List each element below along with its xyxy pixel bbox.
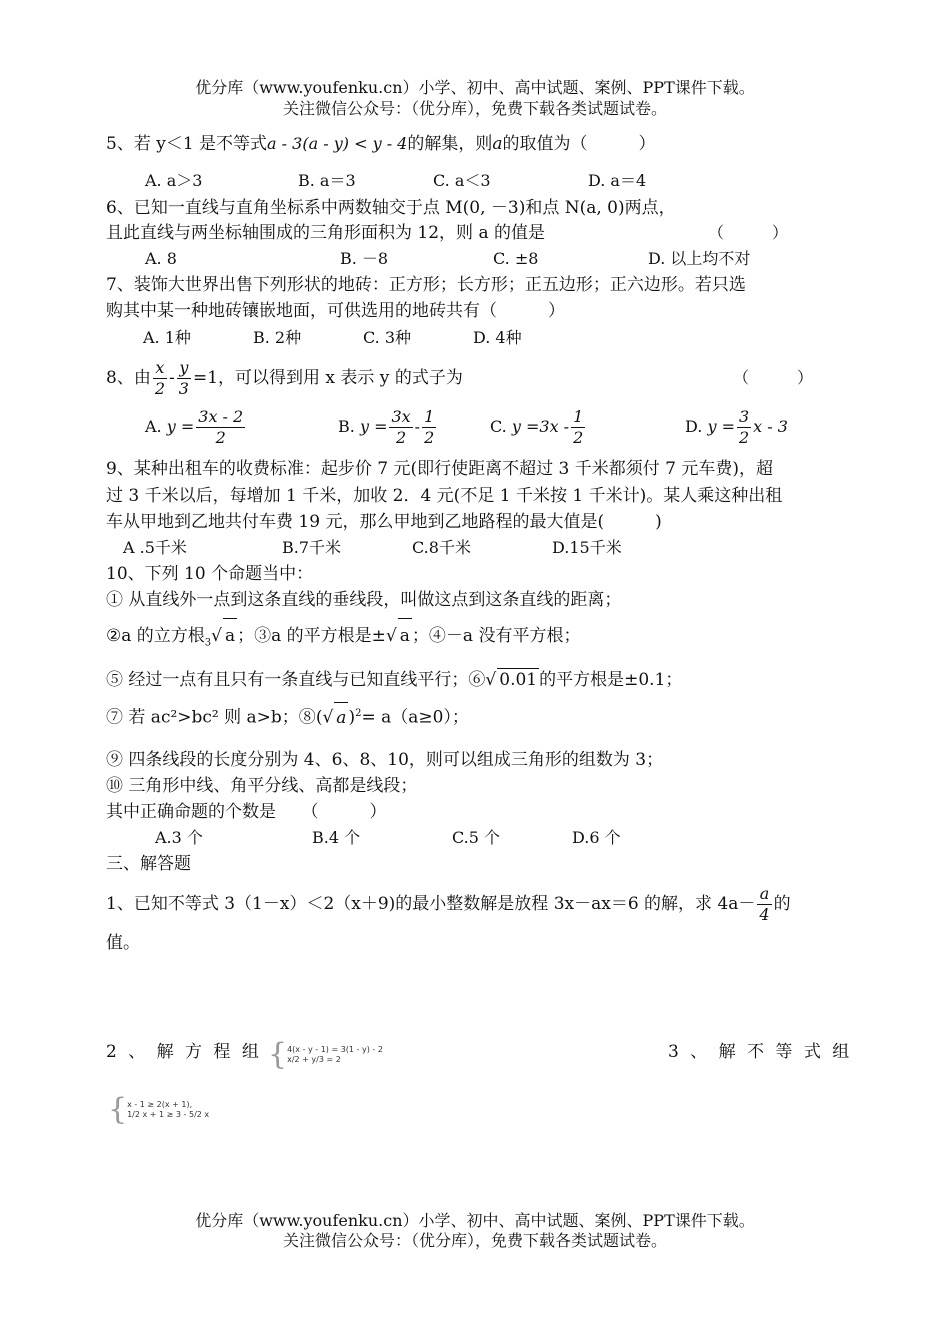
section-3-problem-1-tail: 值。 bbox=[106, 933, 140, 953]
footer-line-2: 关注微信公众号：（优分库），免费下载各类试题试卷。 bbox=[282, 1231, 667, 1250]
q6-option-c: C. ±8 bbox=[493, 249, 539, 268]
q8-post: =1，可以得到用 x 表示 y 的式子为 bbox=[192, 368, 463, 388]
q10-statement-9: ⑨ 四条线段的长度分别为 4、6、8、10，则可以组成三角形的组数为 3； bbox=[106, 750, 664, 770]
q9-line-3: 车从甲地到乙地共付车费 19 元，那么甲地到乙地路程的最大值是( ) bbox=[106, 512, 662, 532]
section-3-problem-3-label: 3 、 解 不 等 式 组 bbox=[668, 1042, 853, 1062]
footer-line-1: 优分库（www.youfenku.cn）小学、初中、高中试题、案例、PPT课件下载。 bbox=[195, 1211, 755, 1230]
q10-option-c: C.5 个 bbox=[452, 828, 501, 847]
q8-option-b: B. y = $\frac{3x}{2}$ - $\frac{1}{2}$ bbox=[338, 407, 435, 447]
q7-option-c: C. 3种 bbox=[363, 328, 412, 347]
q8-prefix: 8、由 bbox=[106, 368, 151, 388]
q7-option-b: B. 2种 bbox=[253, 328, 302, 347]
q7-option-d: D. 4种 bbox=[473, 328, 522, 347]
q7-line-2: 购其中某一种地砖镶嵌地面，可供选用的地砖共有（ ） bbox=[106, 301, 565, 321]
q10-statement-5-6: ⑤ 经过一点有且只有一条直线与已知直线平行；⑥√ 0.01 的平方根是±0.1； bbox=[106, 670, 683, 690]
q6-option-a: A. 8 bbox=[145, 249, 177, 268]
q6-option-b: B. －8 bbox=[340, 249, 389, 268]
q8-fraction-x-over-2: $\frac{x}{2}$ bbox=[154, 358, 166, 398]
q7-option-a: A. 1种 bbox=[143, 328, 191, 347]
q10-statement-10: ⑩ 三角形中线、角平分线、高都是线段； bbox=[106, 776, 418, 796]
question-5 bbox=[106, 133, 656, 155]
problem-2-equation-system: { 4(x - y - 1) = 3(1 - y) - 2 x/2 + y/3 = 2 bbox=[268, 1037, 383, 1072]
q10-option-a: A.3 个 bbox=[155, 828, 203, 847]
q9-option-d: D.15千米 bbox=[552, 538, 622, 557]
q10-intro: 10、下列 10 个命题当中： bbox=[106, 564, 314, 584]
q5-option-d: D. a＝4 bbox=[588, 171, 647, 190]
q10-count-question: 其中正确命题的个数是 （ ） bbox=[106, 802, 387, 822]
question-8: 8、由 $\frac{x}{2}$ - $\frac{y}{3}$ =1，可以得到用 x 表示 y 的式子为 bbox=[106, 358, 463, 398]
q5-mid: 的解集，则 bbox=[407, 134, 493, 154]
q10-statement-7-8: ⑦ 若 ac²>bc² 则 a>b；⑧(√ a )$^2$= a（a≥0）； bbox=[106, 699, 469, 729]
q9-line-1: 9、某种出租车的收费标准：起步价 7 元(即行使距离不超过 3 千米都须付 7 元车费)，超 bbox=[106, 459, 773, 479]
q9-option-a: A .5千米 bbox=[123, 538, 187, 557]
q5-var: a bbox=[492, 134, 503, 154]
q9-option-b: B.7千米 bbox=[282, 538, 342, 557]
q5-inequality: a - 3(a - y) < y - 4 bbox=[267, 134, 408, 153]
problem-3-inequality-system: { x - 1 ≥ 2(x + 1), 1/2 x + 1 ≥ 3 - 5/2 x bbox=[108, 1092, 210, 1127]
q10-option-b: B.4 个 bbox=[312, 828, 361, 847]
q8-option-c: C. y =3x - $\frac{1}{2}$ bbox=[490, 407, 584, 447]
section-3-problem-2-label: 2 、 解 方 程 组 bbox=[106, 1042, 262, 1062]
q6-line-2: 且此直线与两坐标轴围成的三角形面积为 12，则 a 的值是 bbox=[106, 223, 545, 243]
q10-statement-1: ① 从直线外一点到这条直线的垂线段，叫做这点到这条直线的距离； bbox=[106, 590, 622, 610]
header-line-2: 关注微信公众号：（优分库），免费下载各类试题试卷。 bbox=[282, 99, 667, 118]
q8-option-d: D. y = $\frac{3}{2}$ x - 3 bbox=[685, 407, 788, 447]
q6-line-1: 6、已知一直线与直角坐标系中两数轴交于点 M(0, －3)和点 N(a, 0)两点， bbox=[106, 198, 676, 218]
q6-paren: （ ） bbox=[708, 223, 789, 242]
q5-option-c: C. a＜3 bbox=[433, 171, 491, 190]
q10-statement-2-4: ②a 的立方根$_3$√ a ；③a 的平方根是±√ a ；④－a 没有平方根； bbox=[106, 618, 580, 652]
q8-paren: （ ） bbox=[733, 368, 814, 387]
q9-line-2: 过 3 千米以后，每增加 1 千米，加收 2．4 元(不足 1 千米按 1 千米计)。某人乘这种出租 bbox=[106, 486, 783, 506]
q6-option-d: D. 以上均不对 bbox=[648, 249, 751, 268]
section-3-problem-1: 1、已知不等式 3（1－x）＜2（x＋9)的最小整数解是放程 3x－ax＝6 的解，求 4a－ $\frac{a}{4}$ 的 bbox=[106, 884, 791, 924]
q9-option-c: C.8千米 bbox=[412, 538, 471, 557]
q8-fraction-y-over-3: $\frac{y}{3}$ bbox=[178, 358, 189, 398]
section-3-title: 三、解答题 bbox=[106, 854, 191, 874]
q5-prefix: 5、若 y＜1 是不等式 bbox=[106, 134, 268, 154]
q10-option-d: D.6 个 bbox=[572, 828, 621, 847]
q5-post: 的取值为（ ） bbox=[502, 134, 656, 154]
q8-option-a: A. y = $\frac{3x - 2}{2}$ bbox=[145, 407, 244, 447]
q7-line-1: 7、装饰大世界出售下列形状的地砖：正方形；长方形；正五边形；正六边形。若只选 bbox=[106, 275, 746, 295]
header-line-1: 优分库（www.youfenku.cn）小学、初中、高中试题、案例、PPT课件下载。 bbox=[195, 78, 755, 97]
q5-option-b: B. a＝3 bbox=[298, 171, 356, 190]
q5-option-a: A. a＞3 bbox=[145, 171, 203, 190]
